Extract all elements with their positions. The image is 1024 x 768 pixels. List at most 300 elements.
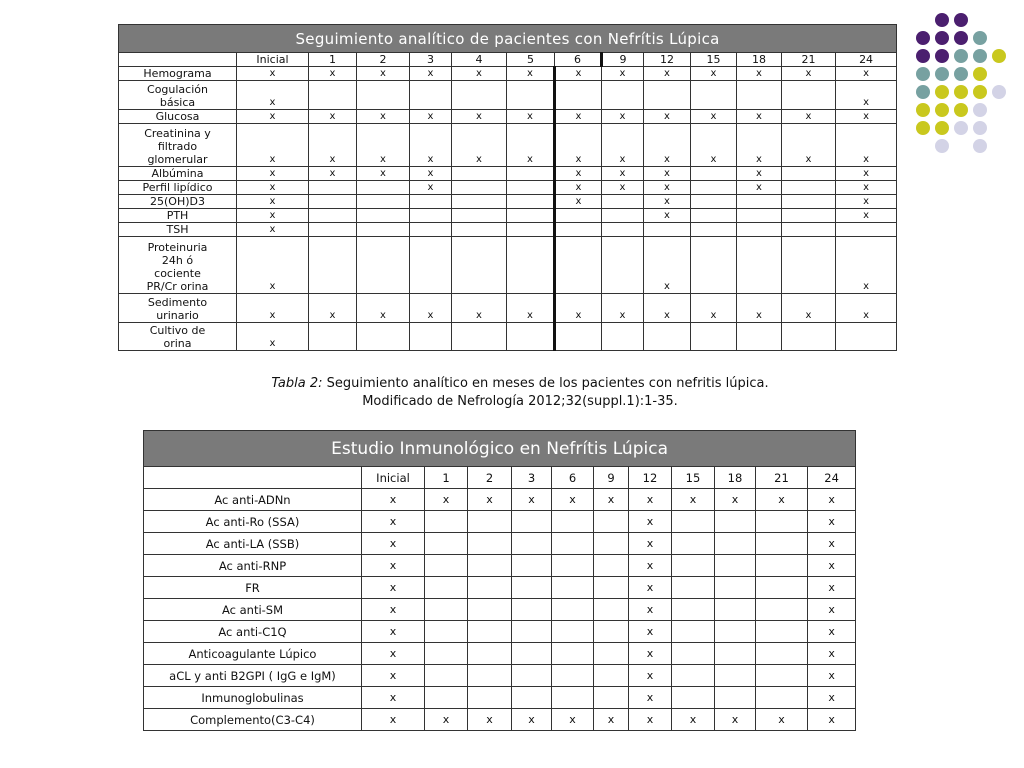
table1-row <box>119 67 897 81</box>
table1-mark-cell: x <box>836 294 897 323</box>
decorative-dot <box>973 139 987 153</box>
table2-mark-cell <box>715 533 756 555</box>
table1-mark-cell <box>452 237 507 294</box>
table1-column-header: 5 <box>507 53 555 67</box>
table1-mark-cell <box>782 181 836 195</box>
table1-mark-cell: x <box>691 294 737 323</box>
table2-mark-cell <box>512 665 552 687</box>
table2-mark-cell <box>512 511 552 533</box>
table1-mark-cell <box>555 209 602 223</box>
table1-mark-cell <box>602 237 644 294</box>
table2-mark-cell <box>715 599 756 621</box>
table2-mark-cell <box>594 643 629 665</box>
table1-mark-cell <box>357 323 410 351</box>
table2-mark-cell: x <box>715 709 756 731</box>
table1-mark-cell: x <box>237 209 309 223</box>
table1-mark-cell <box>452 181 507 195</box>
table2-mark-cell: x <box>362 533 425 555</box>
table1-mark-cell: x <box>237 294 309 323</box>
table2-mark-cell <box>715 577 756 599</box>
table1-column-header: 15 <box>691 53 737 67</box>
table2-column-header: 24 <box>808 467 856 489</box>
table2-mark-cell <box>552 599 594 621</box>
table1-column-header: 2 <box>357 53 410 67</box>
table1-mark-cell: x <box>836 167 897 181</box>
table1-row <box>119 323 897 351</box>
table2-mark-cell <box>672 643 715 665</box>
table2-mark-cell: x <box>362 511 425 533</box>
table2-mark-cell <box>552 643 594 665</box>
table2-mark-cell <box>468 643 512 665</box>
table2-mark-cell <box>552 577 594 599</box>
table2-mark-cell: x <box>362 709 425 731</box>
table1-mark-cell: x <box>602 181 644 195</box>
table2-mark-cell: x <box>672 489 715 511</box>
table1-mark-cell: x <box>737 294 782 323</box>
table1-mark-cell <box>410 237 452 294</box>
table1-mark-cell <box>602 209 644 223</box>
table2-column-header: 12 <box>629 467 672 489</box>
table2-column-header: Inicial <box>362 467 425 489</box>
table1-mark-cell: x <box>410 181 452 195</box>
table2-mark-cell: x <box>512 489 552 511</box>
table1-mark-cell <box>737 195 782 209</box>
table1-row <box>119 223 897 237</box>
decorative-dot <box>973 67 987 81</box>
table1-mark-cell <box>644 223 691 237</box>
analytics-followup-table <box>118 24 897 351</box>
table2-row-label: Ac anti-Ro (SSA) <box>144 511 362 533</box>
table2-mark-cell: x <box>808 599 856 621</box>
table1-mark-cell: x <box>836 195 897 209</box>
table2-mark-cell <box>468 599 512 621</box>
table2-row <box>144 643 856 665</box>
table2-mark-cell <box>468 577 512 599</box>
decorative-dot <box>973 103 987 117</box>
table1-mark-cell <box>507 209 555 223</box>
table1-row <box>119 110 897 124</box>
table2-row-label: Anticoagulante Lúpico <box>144 643 362 665</box>
table2-mark-cell <box>512 599 552 621</box>
table2-mark-cell: x <box>629 621 672 643</box>
table1-mark-cell: x <box>644 110 691 124</box>
table2-mark-cell: x <box>629 555 672 577</box>
table2-mark-cell: x <box>594 489 629 511</box>
table2-mark-cell <box>594 599 629 621</box>
table2-mark-cell: x <box>362 621 425 643</box>
table1-mark-cell: x <box>357 110 410 124</box>
table1-mark-cell <box>691 181 737 195</box>
table1-mark-cell: x <box>644 67 691 81</box>
table1-row-label: 25(OH)D3 <box>119 195 237 209</box>
table1-mark-cell: x <box>507 110 555 124</box>
decorative-dot <box>916 67 930 81</box>
table1-mark-cell <box>691 223 737 237</box>
caption-label: Tabla 2: <box>271 376 323 391</box>
table2-mark-cell <box>672 621 715 643</box>
table2-mark-cell: x <box>362 577 425 599</box>
table1-row <box>119 237 897 294</box>
table1-mark-cell <box>782 195 836 209</box>
decorative-dot <box>992 49 1006 63</box>
table1-mark-cell: x <box>644 209 691 223</box>
table1-mark-cell <box>782 323 836 351</box>
decorative-dot <box>954 85 968 99</box>
table1-mark-cell <box>782 167 836 181</box>
table1-mark-cell <box>410 195 452 209</box>
table1-column-header: 9 <box>602 53 644 67</box>
table2-mark-cell <box>715 555 756 577</box>
table2-mark-cell: x <box>468 489 512 511</box>
table2-mark-cell: x <box>629 599 672 621</box>
table2-column-header: 21 <box>756 467 808 489</box>
table2-mark-cell: x <box>808 643 856 665</box>
table1-mark-cell: x <box>691 124 737 167</box>
analytics-table-container <box>118 24 896 351</box>
table1-mark-cell <box>410 223 452 237</box>
table2-mark-cell: x <box>629 577 672 599</box>
table2-mark-cell <box>594 621 629 643</box>
table1-mark-cell: x <box>237 195 309 209</box>
table2-row-label: Ac anti-C1Q <box>144 621 362 643</box>
table1-mark-cell: x <box>644 124 691 167</box>
table2-row-label: Inmunoglobulinas <box>144 687 362 709</box>
table2-mark-cell <box>672 599 715 621</box>
table2-mark-cell <box>715 621 756 643</box>
table1-column-header: 18 <box>737 53 782 67</box>
table1-mark-cell <box>507 323 555 351</box>
table1-mark-cell: x <box>507 294 555 323</box>
table2-mark-cell <box>512 621 552 643</box>
table2-column-header: 1 <box>425 467 468 489</box>
decorative-dot <box>973 31 987 45</box>
table2-mark-cell: x <box>808 687 856 709</box>
table1-mark-cell: x <box>602 167 644 181</box>
table1-mark-cell: x <box>237 181 309 195</box>
table2-mark-cell <box>425 687 468 709</box>
table2-column-header: 15 <box>672 467 715 489</box>
table1-mark-cell <box>555 81 602 110</box>
table2-mark-cell: x <box>808 665 856 687</box>
table1-row-label: Proteinuria 24h ó cociente PR/Cr orina <box>119 237 237 294</box>
table1-mark-cell <box>357 237 410 294</box>
table1-mark-cell: x <box>836 110 897 124</box>
table1-mark-cell <box>782 223 836 237</box>
table1-mark-cell <box>691 167 737 181</box>
table-caption <box>200 375 840 411</box>
table2-mark-cell: x <box>629 709 672 731</box>
table2-mark-cell <box>672 533 715 555</box>
table2-mark-cell: x <box>808 709 856 731</box>
table2-header-row <box>144 467 856 489</box>
table1-mark-cell <box>602 323 644 351</box>
table2-column-header: 3 <box>512 467 552 489</box>
table1-mark-cell <box>691 81 737 110</box>
table2-row-label: Ac anti-LA (SSB) <box>144 533 362 555</box>
table1-mark-cell: x <box>602 110 644 124</box>
table1-mark-cell: x <box>237 237 309 294</box>
table2-mark-cell: x <box>715 489 756 511</box>
decorative-dot <box>935 31 949 45</box>
caption-line1: Seguimiento analítico en meses de los pacientes con nefritis lúpica. <box>322 376 769 391</box>
table2-mark-cell: x <box>808 555 856 577</box>
table1-mark-cell: x <box>410 67 452 81</box>
table1-mark-cell: x <box>237 223 309 237</box>
table2-mark-cell: x <box>808 533 856 555</box>
table1-mark-cell <box>555 323 602 351</box>
table2-mark-cell: x <box>629 489 672 511</box>
table1-mark-cell: x <box>357 67 410 81</box>
table1-mark-cell: x <box>737 67 782 81</box>
table2-mark-cell: x <box>468 709 512 731</box>
table2-row-label: Complemento(C3-C4) <box>144 709 362 731</box>
table1-column-header: 4 <box>452 53 507 67</box>
table1-mark-cell: x <box>309 294 357 323</box>
table1-mark-cell: x <box>644 195 691 209</box>
decorative-dot <box>954 49 968 63</box>
table1-mark-cell <box>507 167 555 181</box>
table1-mark-cell <box>782 209 836 223</box>
table1-mark-cell <box>410 81 452 110</box>
table1-mark-cell <box>836 223 897 237</box>
table1-mark-cell: x <box>836 237 897 294</box>
table2-mark-cell <box>552 533 594 555</box>
table2-mark-cell <box>672 577 715 599</box>
table1-mark-cell: x <box>237 81 309 110</box>
table2-mark-cell <box>594 511 629 533</box>
table1-row-label: Perfil lipídico <box>119 181 237 195</box>
table2-row <box>144 511 856 533</box>
table1-column-header: 12 <box>644 53 691 67</box>
table1-column-header: 21 <box>782 53 836 67</box>
table2-row-label: Ac anti-RNP <box>144 555 362 577</box>
table1-header-row <box>119 53 897 67</box>
table2-row <box>144 621 856 643</box>
table1-mark-cell: x <box>836 67 897 81</box>
table1-mark-cell: x <box>836 124 897 167</box>
table1-mark-cell: x <box>357 124 410 167</box>
table2-mark-cell: x <box>425 489 468 511</box>
table1-mark-cell <box>309 81 357 110</box>
decorative-dot <box>954 13 968 27</box>
table2-mark-cell <box>512 555 552 577</box>
table1-mark-cell: x <box>410 110 452 124</box>
table1-row-label: Glucosa <box>119 110 237 124</box>
table1-mark-cell: x <box>237 110 309 124</box>
table1-mark-cell <box>452 195 507 209</box>
table1-mark-cell <box>309 181 357 195</box>
table1-mark-cell: x <box>737 110 782 124</box>
decorative-dot <box>954 103 968 117</box>
table2-mark-cell <box>468 511 512 533</box>
table1-mark-cell <box>309 195 357 209</box>
table1-mark-cell <box>357 195 410 209</box>
decorative-dot <box>992 85 1006 99</box>
table1-mark-cell <box>452 167 507 181</box>
table1-mark-cell: x <box>555 181 602 195</box>
table2-mark-cell: x <box>808 511 856 533</box>
decorative-dots <box>916 13 1016 163</box>
table1-column-header: Inicial <box>237 53 309 67</box>
table2-mark-cell <box>672 665 715 687</box>
table1-mark-cell <box>309 209 357 223</box>
decorative-dot <box>954 31 968 45</box>
table2-row <box>144 687 856 709</box>
table2-mark-cell <box>594 687 629 709</box>
table1-mark-cell <box>507 81 555 110</box>
decorative-dot <box>954 121 968 135</box>
table2-mark-cell <box>756 621 808 643</box>
table1-mark-cell <box>555 237 602 294</box>
table2-mark-cell <box>512 643 552 665</box>
table1-mark-cell: x <box>602 294 644 323</box>
decorative-dot <box>935 121 949 135</box>
table1-mark-cell: x <box>357 294 410 323</box>
table2-mark-cell <box>425 511 468 533</box>
table1-mark-cell: x <box>555 294 602 323</box>
table1-column-header: 1 <box>309 53 357 67</box>
decorative-dot <box>954 67 968 81</box>
table2-mark-cell <box>425 621 468 643</box>
table2-mark-cell <box>425 643 468 665</box>
table1-mark-cell: x <box>410 294 452 323</box>
table1-row <box>119 167 897 181</box>
table1-mark-cell <box>691 237 737 294</box>
table1-row-label: Sedimento urinario <box>119 294 237 323</box>
table2-mark-cell <box>468 555 512 577</box>
table2-mark-cell: x <box>808 621 856 643</box>
table2-mark-cell <box>672 511 715 533</box>
table2-mark-cell: x <box>629 687 672 709</box>
table1-mark-cell <box>602 223 644 237</box>
table1-mark-cell: x <box>782 124 836 167</box>
decorative-dot <box>935 13 949 27</box>
table1-row-label: Cultivo de orina <box>119 323 237 351</box>
table1-mark-cell: x <box>507 124 555 167</box>
table2-mark-cell: x <box>672 709 715 731</box>
table1-row <box>119 81 897 110</box>
table2-mark-cell <box>425 665 468 687</box>
table1-mark-cell <box>602 195 644 209</box>
table1-mark-cell <box>737 81 782 110</box>
table2-mark-cell <box>552 687 594 709</box>
table2-mark-cell: x <box>756 489 808 511</box>
table2-mark-cell <box>756 687 808 709</box>
table2-mark-cell <box>594 577 629 599</box>
table1-row <box>119 195 897 209</box>
table1-mark-cell: x <box>644 167 691 181</box>
table2-mark-cell <box>715 643 756 665</box>
table1-mark-cell: x <box>410 167 452 181</box>
table2-mark-cell <box>756 555 808 577</box>
decorative-dot <box>973 49 987 63</box>
decorative-dot <box>935 85 949 99</box>
table1-mark-cell <box>452 323 507 351</box>
table2-mark-cell <box>672 687 715 709</box>
table2-mark-cell: x <box>594 709 629 731</box>
table1-mark-cell <box>644 323 691 351</box>
table1-mark-cell <box>452 223 507 237</box>
table2-mark-cell: x <box>362 555 425 577</box>
table2-mark-cell: x <box>362 643 425 665</box>
table1-row-label: TSH <box>119 223 237 237</box>
table2-mark-cell <box>468 533 512 555</box>
table1-mark-cell: x <box>782 294 836 323</box>
table2-mark-cell <box>552 555 594 577</box>
caption-line2: Modificado de Nefrología 2012;32(suppl.1):1-35. <box>362 394 678 409</box>
table2-row <box>144 709 856 731</box>
table1-corner-cell <box>119 53 237 67</box>
decorative-dot <box>916 85 930 99</box>
table1-mark-cell <box>410 209 452 223</box>
table2-mark-cell: x <box>362 665 425 687</box>
table1-mark-cell <box>602 81 644 110</box>
table2-mark-cell: x <box>362 599 425 621</box>
table2-row <box>144 555 856 577</box>
table2-mark-cell <box>756 665 808 687</box>
table2-column-header: 6 <box>552 467 594 489</box>
table1-mark-cell <box>782 81 836 110</box>
table1-column-header: 3 <box>410 53 452 67</box>
table2-mark-cell <box>425 599 468 621</box>
table1-mark-cell: x <box>309 67 357 81</box>
table1-mark-cell <box>836 323 897 351</box>
table2-row-label: FR <box>144 577 362 599</box>
table2-mark-cell: x <box>362 687 425 709</box>
table2-mark-cell: x <box>629 533 672 555</box>
table1-mark-cell: x <box>237 323 309 351</box>
table2-mark-cell <box>425 555 468 577</box>
table1-row-label: Albúmina <box>119 167 237 181</box>
table1-mark-cell: x <box>836 81 897 110</box>
table2-mark-cell <box>512 533 552 555</box>
table1-row <box>119 294 897 323</box>
table1-mark-cell: x <box>644 181 691 195</box>
table1-mark-cell <box>410 323 452 351</box>
table1-mark-cell: x <box>602 124 644 167</box>
table2-row <box>144 599 856 621</box>
table2-mark-cell: x <box>362 489 425 511</box>
table2-row-label: Ac anti-SM <box>144 599 362 621</box>
table1-row <box>119 209 897 223</box>
table2-mark-cell: x <box>552 489 594 511</box>
decorative-dot <box>935 103 949 117</box>
decorative-dot <box>916 103 930 117</box>
table2-mark-cell <box>672 555 715 577</box>
table2-column-header: 2 <box>468 467 512 489</box>
table1-row-label: Hemograma <box>119 67 237 81</box>
table2-mark-cell <box>552 511 594 533</box>
table1-column-header: 24 <box>836 53 897 67</box>
table2-mark-cell <box>425 577 468 599</box>
table1-mark-cell <box>507 223 555 237</box>
table1-mark-cell: x <box>452 67 507 81</box>
table2-mark-cell <box>594 665 629 687</box>
table1-mark-cell: x <box>737 167 782 181</box>
table1-mark-cell <box>452 209 507 223</box>
table2-mark-cell <box>756 511 808 533</box>
table1-mark-cell: x <box>836 209 897 223</box>
table1-mark-cell: x <box>644 294 691 323</box>
table1-column-header: 6 <box>555 53 602 67</box>
table1-mark-cell: x <box>555 167 602 181</box>
table2-mark-cell <box>512 687 552 709</box>
table1-mark-cell: x <box>782 110 836 124</box>
table2-mark-cell <box>468 665 512 687</box>
table1-row-label: Cogulación básica <box>119 81 237 110</box>
immunology-table-container <box>143 430 855 731</box>
table1-title: Seguimiento analítico de pacientes con Nefrítis Lúpica <box>119 25 897 53</box>
